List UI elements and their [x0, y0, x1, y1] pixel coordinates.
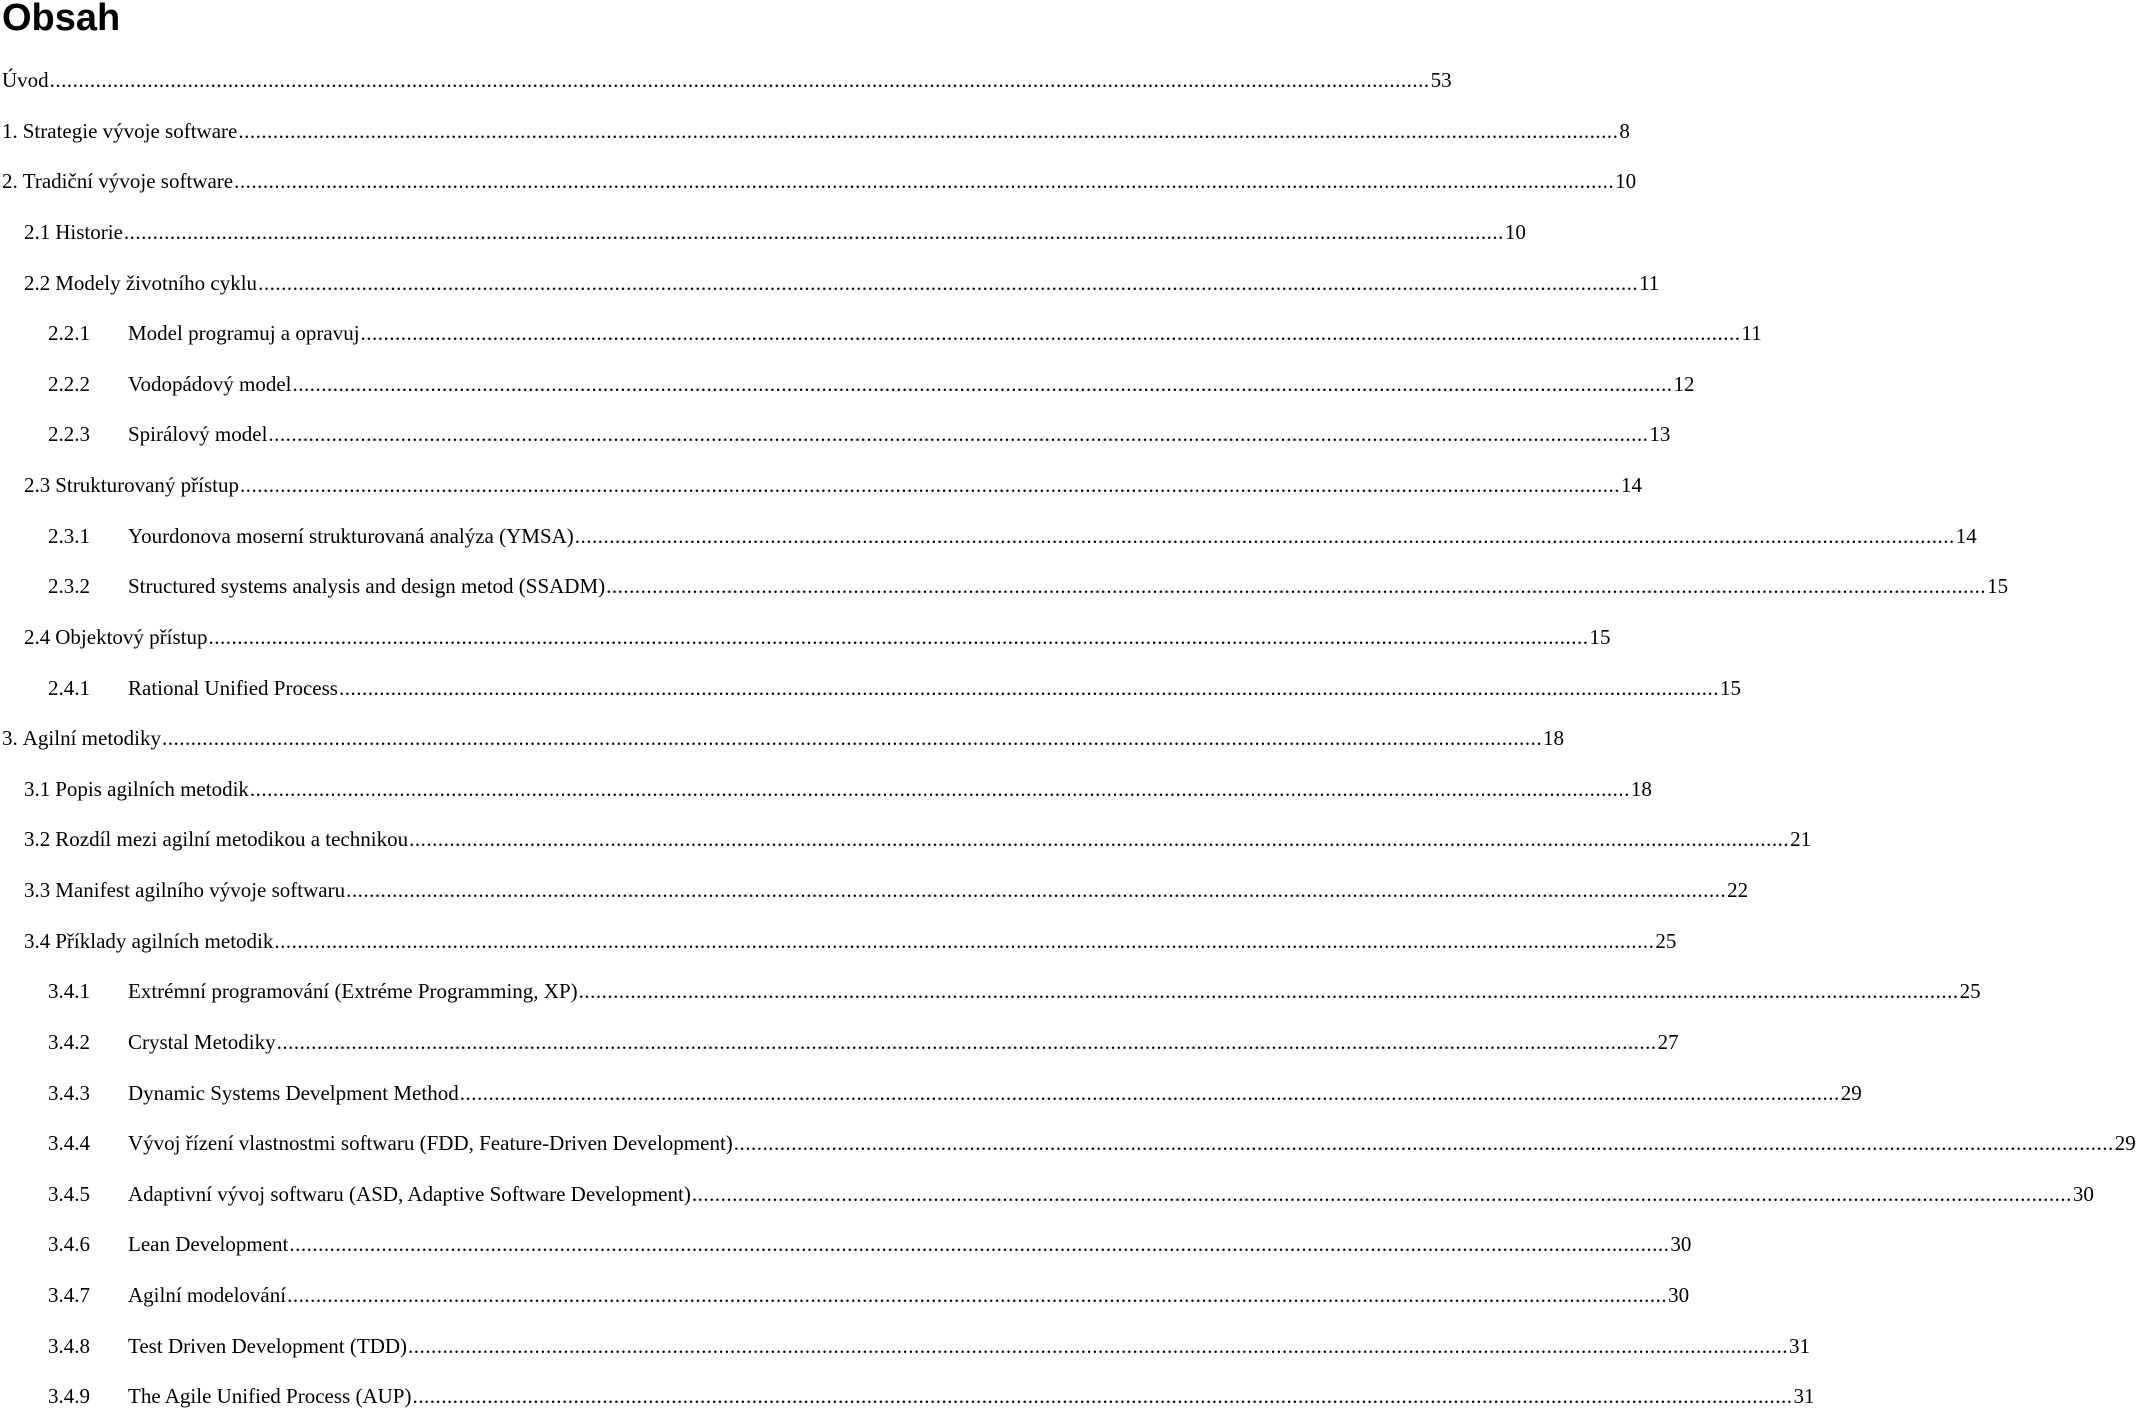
toc-entry-page-number[interactable]: 29: [2114, 1131, 2136, 1156]
toc-entry-label[interactable]: Model programuj a opravuj: [128, 321, 360, 346]
toc-entry-number: 2.3.1: [48, 523, 90, 548]
dot-leader: [734, 1118, 2114, 1168]
toc-entry-number: 3.4.2: [48, 1029, 90, 1054]
toc-entry-label[interactable]: Tradiční vývoje software: [22, 169, 234, 194]
toc-entry[interactable]: [0, 865, 1749, 916]
toc-entry[interactable]: [0, 1219, 1692, 1270]
toc-entry-page-number[interactable]: 15: [1719, 675, 1741, 700]
dot-leader: [268, 409, 1648, 459]
toc-entry-number: 1.: [2, 118, 18, 143]
toc-entry-page-number[interactable]: 10: [1615, 169, 1637, 194]
toc-entry-number: 2.: [2, 169, 18, 194]
toc-entry-page-number[interactable]: 21: [1790, 827, 1812, 852]
toc-entry[interactable]: [0, 156, 1637, 207]
toc-entry[interactable]: [0, 511, 1977, 562]
dot-leader: [287, 1270, 1667, 1320]
page-title: Obsah: [2, 0, 121, 39]
toc-entry-label[interactable]: Adaptivní vývoj softwaru (ASD, Adaptive Software Development): [128, 1181, 691, 1206]
toc-entry-label[interactable]: Úvod: [2, 68, 49, 92]
toc-entry-number: 2.3: [24, 473, 51, 497]
toc-entry-page-number[interactable]: 13: [1649, 422, 1671, 447]
toc-entry-label[interactable]: Strategie vývoje software: [22, 118, 238, 143]
toc-entry-page-number[interactable]: 31: [1793, 1384, 1815, 1409]
toc-entry-label[interactable]: Rational Unified Process: [128, 675, 338, 700]
toc-entry[interactable]: [0, 561, 2009, 612]
toc-entry[interactable]: [0, 55, 1452, 106]
toc-entry-label[interactable]: Agilní metodiky: [22, 726, 161, 751]
toc-entry-label[interactable]: Lean Development: [128, 1232, 289, 1257]
toc-entry-number: 3.4.3: [48, 1080, 90, 1105]
dot-leader: [209, 612, 1589, 662]
dot-leader: [258, 258, 1638, 308]
toc-entry[interactable]: [0, 663, 1741, 714]
toc-entry[interactable]: [0, 106, 1630, 157]
dot-leader: [234, 156, 1614, 206]
toc-entry-label[interactable]: Agilní modelování: [128, 1283, 287, 1307]
dot-leader: [460, 1068, 1840, 1118]
dot-leader: [346, 865, 1726, 915]
toc-entry-label[interactable]: Popis agilních metodik: [55, 776, 249, 801]
toc-entry-number: 3.4.4: [48, 1131, 90, 1156]
toc-entry-page-number[interactable]: 25: [1959, 979, 1981, 1004]
dot-leader: [412, 1371, 1792, 1421]
toc-entry-number: 2.3.2: [48, 574, 90, 599]
toc-entry-number: 3.2: [24, 827, 51, 852]
toc-entry-page-number[interactable]: 12: [1673, 371, 1695, 396]
toc-entry[interactable]: [0, 258, 1660, 309]
toc-entry-label[interactable]: Vodopádový model: [128, 371, 292, 396]
toc-entry-page-number[interactable]: 53: [1430, 68, 1452, 92]
toc-entry-label[interactable]: The Agile Unified Process (AUP): [128, 1384, 412, 1409]
dot-leader: [409, 814, 1789, 864]
toc-entry-label[interactable]: Test Driven Development (TDD): [128, 1333, 408, 1358]
toc-entry[interactable]: [0, 814, 1812, 865]
toc-entry[interactable]: [0, 359, 1695, 410]
toc-entry-number: 2.1: [24, 219, 51, 244]
dot-leader: [162, 713, 1542, 763]
table-of-contents: [0, 55, 2136, 1422]
toc-entry[interactable]: [0, 713, 1564, 764]
toc-entry-number: 3.1: [24, 776, 51, 801]
toc-entry-label[interactable]: Extrémní programování (Extréme Programming, XP): [128, 979, 578, 1004]
dot-leader: [124, 207, 1504, 257]
toc-entry-number: 3.4.1: [48, 979, 90, 1004]
toc-entry-number: 2.4: [24, 624, 51, 649]
toc-entry-number: 3.4.5: [48, 1181, 90, 1206]
toc-entry-number: 3.4: [24, 928, 51, 953]
toc-entry-number: 2.4.1: [48, 675, 90, 700]
toc-entry-page-number[interactable]: 18: [1543, 726, 1564, 751]
toc-entry-label[interactable]: Vývoj řízení vlastnostmi softwaru (FDD, Feature-Driven Development): [128, 1131, 733, 1156]
toc-entry-label[interactable]: Rozdíl mezi agilní metodikou a technikou: [55, 827, 409, 852]
toc-entry[interactable]: [0, 1169, 2094, 1220]
toc-entry-label[interactable]: Příklady agilních metodik: [55, 928, 274, 953]
toc-entry-page-number[interactable]: 22: [1727, 878, 1749, 902]
toc-entry-page-number[interactable]: 30: [2072, 1181, 2094, 1206]
toc-entry[interactable]: [0, 460, 1642, 511]
dot-leader: [692, 1169, 2072, 1219]
toc-entry-page-number[interactable]: 14: [1621, 473, 1642, 497]
toc-entry[interactable]: [0, 1270, 1690, 1321]
dot-leader: [277, 1017, 1657, 1067]
dot-leader: [238, 106, 1618, 156]
toc-entry-label[interactable]: Strukturovaný přístup: [55, 473, 239, 497]
dot-leader: [575, 511, 1955, 561]
dot-leader: [289, 1219, 1669, 1269]
toc-entry-label[interactable]: Dynamic Systems Develpment Method: [128, 1080, 459, 1105]
dot-leader: [408, 1321, 1788, 1371]
toc-entry-label[interactable]: Manifest agilního vývoje softwaru: [55, 878, 346, 902]
dot-leader: [293, 359, 1673, 409]
dot-leader: [50, 55, 1430, 105]
toc-entry-label[interactable]: Spirálový model: [128, 422, 268, 447]
toc-entry[interactable]: [0, 207, 1526, 258]
toc-entry-page-number[interactable]: 30: [1670, 1232, 1692, 1257]
toc-entry-page-number[interactable]: 11: [1639, 270, 1660, 295]
toc-entry-page-number[interactable]: 14: [1955, 523, 1977, 548]
toc-entry-number: 3.4.9: [48, 1384, 90, 1409]
toc-entry[interactable]: [0, 1321, 1811, 1372]
toc-entry-number: 2.2.3: [48, 422, 90, 447]
toc-entry-number: 3.4.8: [48, 1333, 90, 1358]
toc-entry[interactable]: [0, 1118, 2136, 1169]
dot-leader: [250, 764, 1630, 814]
toc-entry-page-number[interactable]: 18: [1630, 776, 1652, 801]
toc-entry-page-number[interactable]: 15: [1987, 574, 2009, 599]
toc-entry-label[interactable]: Historie: [55, 219, 123, 244]
dot-leader: [606, 561, 1986, 611]
dot-leader: [579, 966, 1959, 1016]
toc-entry[interactable]: [0, 764, 1652, 815]
toc-entry-label[interactable]: Structured systems analysis and design metod (SSADM): [128, 574, 606, 599]
toc-entry-page-number[interactable]: 31: [1789, 1333, 1811, 1358]
toc-entry[interactable]: [0, 409, 1671, 460]
dot-leader: [240, 460, 1620, 510]
toc-entry-page-number[interactable]: 27: [1657, 1029, 1679, 1054]
toc-entry[interactable]: [0, 1371, 1815, 1422]
toc-entry-page-number[interactable]: 11: [1741, 321, 1762, 346]
toc-entry[interactable]: [0, 1017, 1679, 1068]
toc-entry-page-number[interactable]: 25: [1655, 928, 1677, 953]
toc-entry-label[interactable]: Yourdonova moserní strukturovaná analýza (YMSA): [128, 523, 574, 548]
toc-entry-number: 3.4.7: [48, 1283, 90, 1307]
toc-entry[interactable]: [0, 612, 1611, 663]
dot-leader: [274, 916, 1654, 966]
toc-entry-label[interactable]: Objektový přístup: [55, 624, 208, 649]
toc-entry[interactable]: [0, 916, 1677, 967]
toc-entry[interactable]: [0, 966, 1981, 1017]
toc-entry-label[interactable]: Modely životního cyklu: [55, 270, 258, 295]
toc-entry-number: 2.2: [24, 270, 51, 295]
toc-entry-page-number[interactable]: 30: [1668, 1283, 1690, 1307]
toc-entry-number: 3.3: [24, 878, 51, 902]
toc-entry-number: 2.2.2: [48, 371, 90, 396]
toc-entry-label[interactable]: Crystal Metodiky: [128, 1029, 276, 1054]
toc-entry-page-number[interactable]: 29: [1840, 1080, 1862, 1105]
toc-entry[interactable]: [0, 1068, 1862, 1119]
toc-entry[interactable]: [0, 308, 1762, 359]
toc-entry-page-number[interactable]: 8: [1619, 118, 1630, 143]
toc-entry-page-number[interactable]: 15: [1589, 624, 1611, 649]
dot-leader: [339, 663, 1719, 713]
toc-entry-number: 3.: [2, 726, 18, 751]
toc-entry-page-number[interactable]: 10: [1504, 219, 1526, 244]
toc-entry-number: 2.2.1: [48, 321, 90, 346]
dot-leader: [361, 308, 1741, 358]
toc-entry-number: 3.4.6: [48, 1232, 90, 1257]
